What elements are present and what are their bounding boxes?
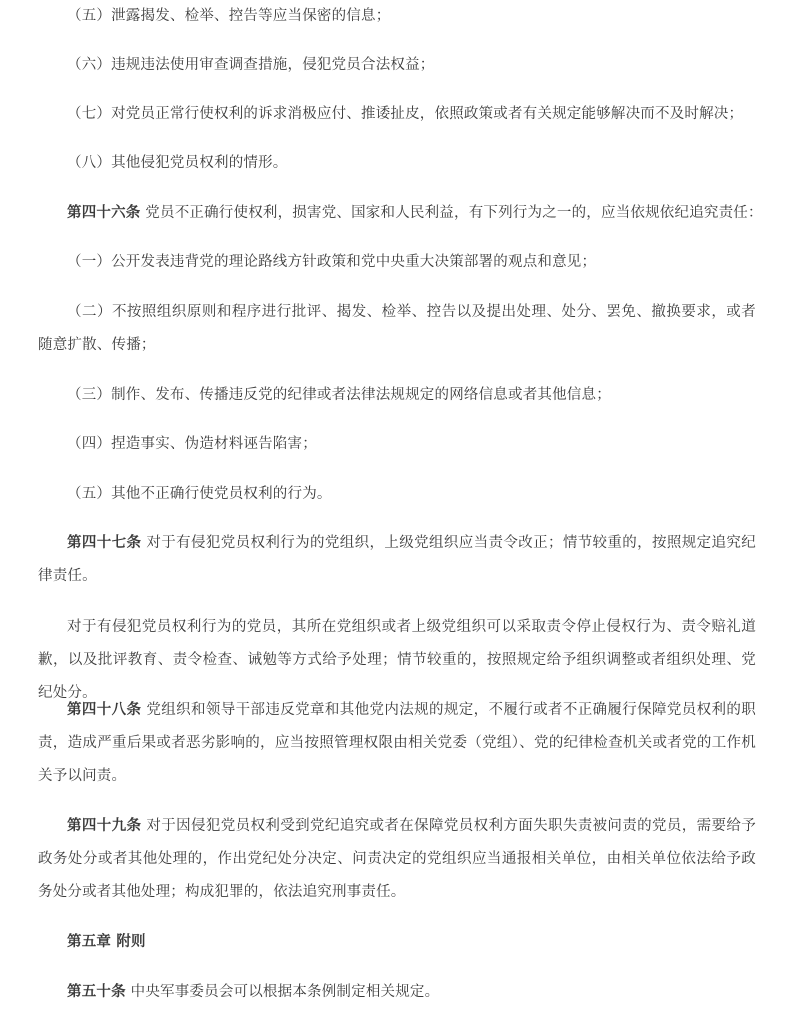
- clause-paragraph: [38, 49, 756, 82]
- article-48-paragraph: [38, 694, 756, 793]
- article-50-paragraph: [38, 976, 756, 1009]
- article-number: 第四十六条: [67, 205, 141, 221]
- chapter-title: 第五章 附则: [67, 934, 146, 950]
- paragraph-text: 对于有侵犯党员权利行为的党组织，上级党组织应当责令改正；情节较重的，按照规定追究纪律责任。: [38, 535, 756, 584]
- paragraph-text: （八）其他侵犯党员权利的情形。: [67, 155, 288, 171]
- paragraph-text: 对于因侵犯党员权利受到党纪追究或者在保障党员权利方面失职失责被问责的党员，需要给予政务处分或者其他处理的，作出党纪处分决定、问责决定的党组织应当通报相关单位，由相关单位依法给予政务处分或者其他处理；构成犯罪的，依法追究刑事责任。: [38, 818, 756, 900]
- paragraph-text: （六）违规违法使用审查调查措施，侵犯党员合法权益；: [67, 57, 435, 73]
- paragraph-text: （一）公开发表违背党的理论路线方针政策和党中央重大决策部署的观点和意见；: [67, 254, 597, 270]
- article-46-paragraph: [38, 197, 763, 230]
- clause-paragraph: [38, 478, 756, 511]
- article-49-paragraph: [38, 810, 756, 909]
- article-number: 第四十八条: [67, 702, 142, 718]
- clause-paragraph: [38, 98, 756, 131]
- paragraph-text: （二）不按照组织原则和程序进行批评、揭发、检举、控告以及提出处理、处分、罢免、撤换要求，或者随意扩散、传播；: [38, 304, 756, 353]
- clause-paragraph: [38, 379, 756, 412]
- paragraph-text: 对于有侵犯党员权利行为的党员，其所在党组织或者上级党组织可以采取责令停止侵权行为、责令赔礼道歉，以及批评教育、责令检查、诫勉等方式给予处理；情节较重的，按照规定给予组织调整或者组织处理、党纪处分。: [38, 619, 756, 701]
- chapter-heading: [38, 926, 756, 959]
- paragraph-text: （七）对党员正常行使权利的诉求消极应付、推诿扯皮，依照政策或者有关规定能够解决而不及时解决；: [67, 106, 744, 122]
- clause-paragraph: [38, 0, 756, 33]
- paragraph-text: 中央军事委员会可以根据本条例制定相关规定。: [125, 984, 440, 1000]
- clause-paragraph: [38, 428, 756, 461]
- article-number: 第五十条: [67, 984, 126, 1000]
- paragraph-text: 党员不正确行使权利，损害党、国家和人民利益，有下列行为之一的，应当依规依纪追究责任：: [140, 205, 763, 221]
- paragraph-text: （五）泄露揭发、检举、控告等应当保密的信息；: [67, 8, 391, 24]
- clause-paragraph: [38, 296, 756, 362]
- paragraph-text: （三）制作、发布、传播违反党的纪律或者法律法规规定的网络信息或者其他信息；: [67, 387, 611, 403]
- article-number: 第四十七条: [67, 535, 142, 551]
- clause-paragraph: [38, 246, 756, 279]
- paragraph-text: （四）捏造事实、伪造材料诬告陷害；: [67, 436, 317, 452]
- clause-paragraph: [38, 147, 756, 180]
- paragraph-text: 党组织和领导干部违反党章和其他党内法规的规定，不履行或者不正确履行保障党员权利的职责，造成严重后果或者恶劣影响的，应当按照管理权限由相关党委（党组）、党的纪律检查机关或者党的工作机关予以问责。: [38, 702, 756, 784]
- article-number: 第四十九条: [67, 818, 142, 834]
- article-47-paragraph: [38, 527, 756, 593]
- paragraph-text: （五）其他不正确行使党员权利的行为。: [67, 486, 332, 502]
